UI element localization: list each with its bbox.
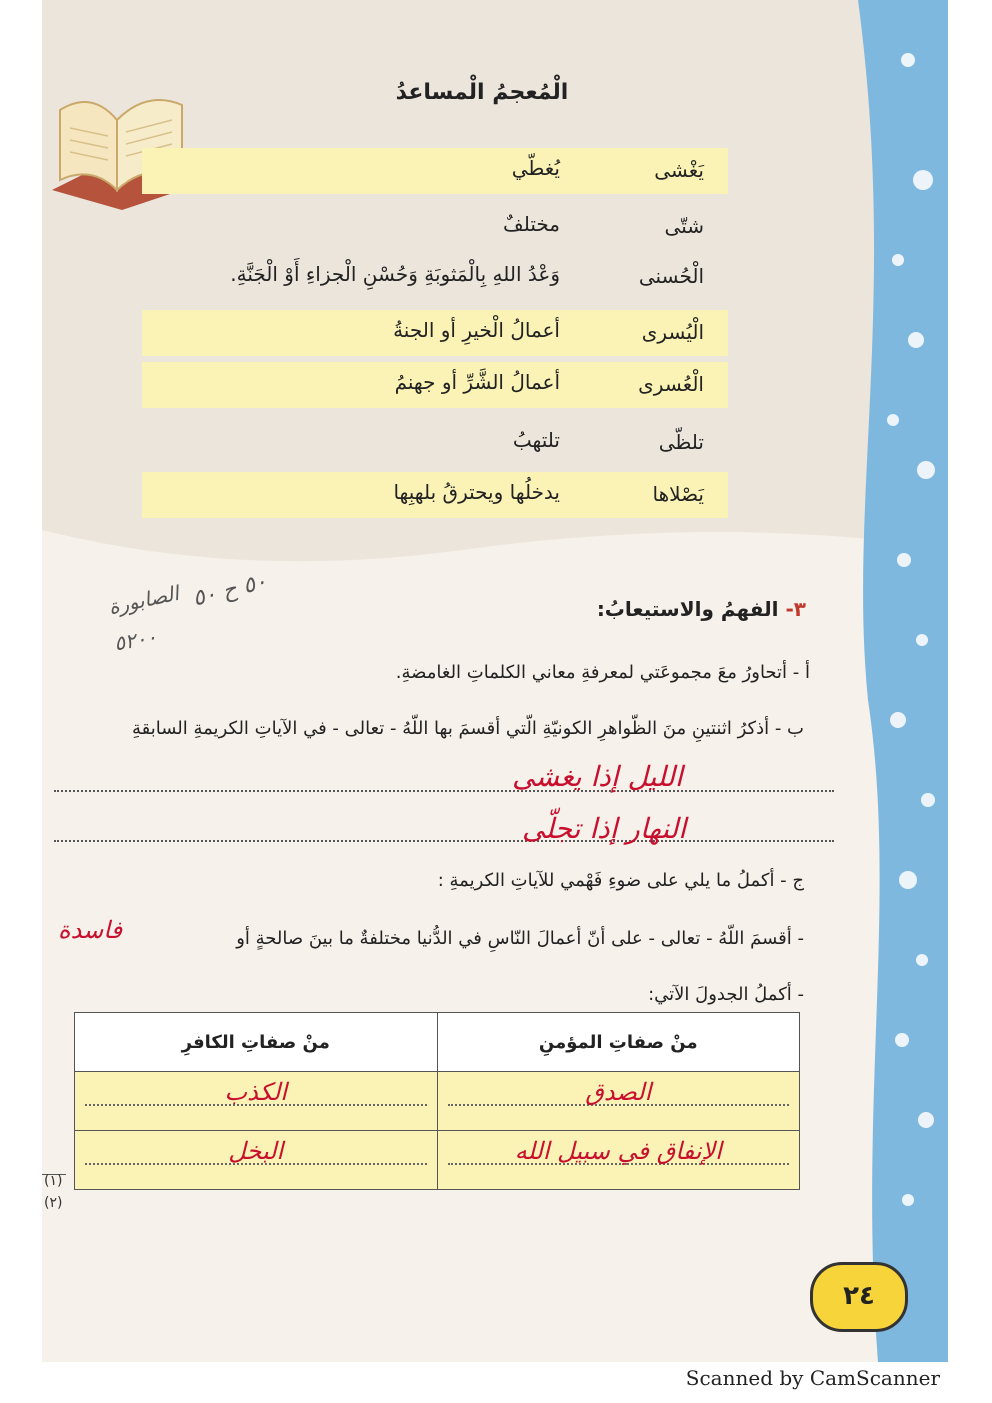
pencil-note-line: ٥٠ ح ٥٠	[190, 569, 270, 612]
dictionary-meaning: يدخلُها ويحترقُ بلهبِها	[393, 480, 560, 504]
table-header-row	[75, 1013, 800, 1072]
section-heading	[597, 597, 806, 621]
page-number-badge: ٢٤	[810, 1262, 908, 1332]
question-c2: - أكملُ الجدولَ الآتي:	[648, 984, 804, 1005]
table-header-disbeliever: منْ صفاتِ الكافرِ	[75, 1013, 438, 1072]
question-b: ب - أذكرُ اثنتينِ منَ الظّواهرِ الكونيّةِ الّتي أقسمَ بها اللّهُ - تعالى - في الآياتِ الكريمةِ السابقةِ	[131, 718, 804, 739]
scanner-watermark: Scanned by CamScanner	[685, 1366, 940, 1390]
table-row	[75, 1131, 800, 1190]
question-a: أ - أتحاورُ معَ مجموعَتي لمعرفةِ معاني الكلماتِ الغامضةِ.	[395, 662, 810, 683]
handwritten-answer: فاسدة	[58, 916, 123, 944]
dictionary-meaning: تلتهبُ	[512, 428, 560, 452]
dictionary-word: الْيُسرى	[641, 320, 704, 344]
dictionary-meaning: أعمالُ الشَّرِّ أو جهنمُ	[394, 370, 560, 394]
answer-line	[54, 840, 834, 842]
dictionary-meaning: مختلفٌ	[503, 212, 560, 236]
table-header-believer: منْ صفاتِ المؤمنِ	[437, 1013, 800, 1072]
dictionary-row	[142, 204, 728, 250]
handwritten-cell-text: الكذب	[224, 1078, 287, 1106]
footnotes	[44, 1170, 62, 1214]
table-cell[interactable]	[75, 1131, 438, 1190]
handwritten-cell-text: البخل	[228, 1137, 284, 1165]
dictionary-row	[142, 310, 728, 356]
dictionary-word: يَغْشى	[654, 158, 704, 182]
handwritten-cell-text: الصدق	[585, 1078, 652, 1106]
handwritten-answer: النهار إذا تجلّى	[522, 812, 687, 845]
decorative-blue-strip	[838, 0, 948, 1362]
dictionary-row	[142, 148, 728, 194]
footnote-marker: (٢)	[44, 1195, 63, 1211]
question-c: ج - أكملُ ما يلي على ضوءِ فَهْمي للآياتِ الكريمةِ :	[437, 870, 804, 891]
dictionary-row	[142, 254, 728, 300]
dictionary-word: شتّى	[664, 214, 704, 238]
dictionary-row	[142, 420, 728, 466]
question-c1: - أقسمَ اللّهُ - تعالى - على أنّ أعمالَ النّاسِ في الدُّنيا مختلفةٌ ما بينَ صالحةٍ أو	[236, 928, 804, 949]
dictionary-word: الْعُسرى	[638, 372, 704, 396]
dictionary-word: الْحُسنى	[638, 264, 704, 288]
dictionary-meaning: يُغطّي	[511, 156, 560, 180]
pencil-note-line: الصابورة	[106, 580, 181, 620]
section-title: الفهمُ والاستيعابُ:	[596, 597, 779, 621]
dictionary-row	[142, 362, 728, 408]
handwritten-answer: الليل إذا يغشى	[512, 760, 683, 793]
dictionary-row	[142, 472, 728, 518]
dictionary-word: يَصْلاها	[652, 482, 704, 506]
dictionary-meaning: وَعْدُ اللهِ بِالْمَثوبَةِ وَحُسْنِ الْجزاءِ أَوْ الْجَنَّةِ.	[230, 262, 560, 286]
table-cell[interactable]	[437, 1072, 800, 1131]
textbook-page	[42, 0, 948, 1362]
table-cell[interactable]	[437, 1131, 800, 1190]
dictionary-meaning: أعمالُ الْخيرِ أو الجنةُ	[393, 318, 560, 342]
table-row	[75, 1072, 800, 1131]
table-cell[interactable]	[75, 1072, 438, 1131]
footnote-marker: (١)	[44, 1173, 63, 1189]
dictionary-title: الْمُعجمُ الْمساعدُ	[395, 80, 569, 105]
section-number: ٣-	[785, 597, 806, 621]
pencil-note-line: ٥٢٠٠	[112, 624, 159, 656]
handwritten-cell-text: الإنفاق في سبيل الله	[514, 1137, 722, 1165]
dictionary-word: تلظّى	[658, 430, 704, 454]
answer-line	[54, 790, 834, 792]
traits-table	[74, 1012, 800, 1190]
